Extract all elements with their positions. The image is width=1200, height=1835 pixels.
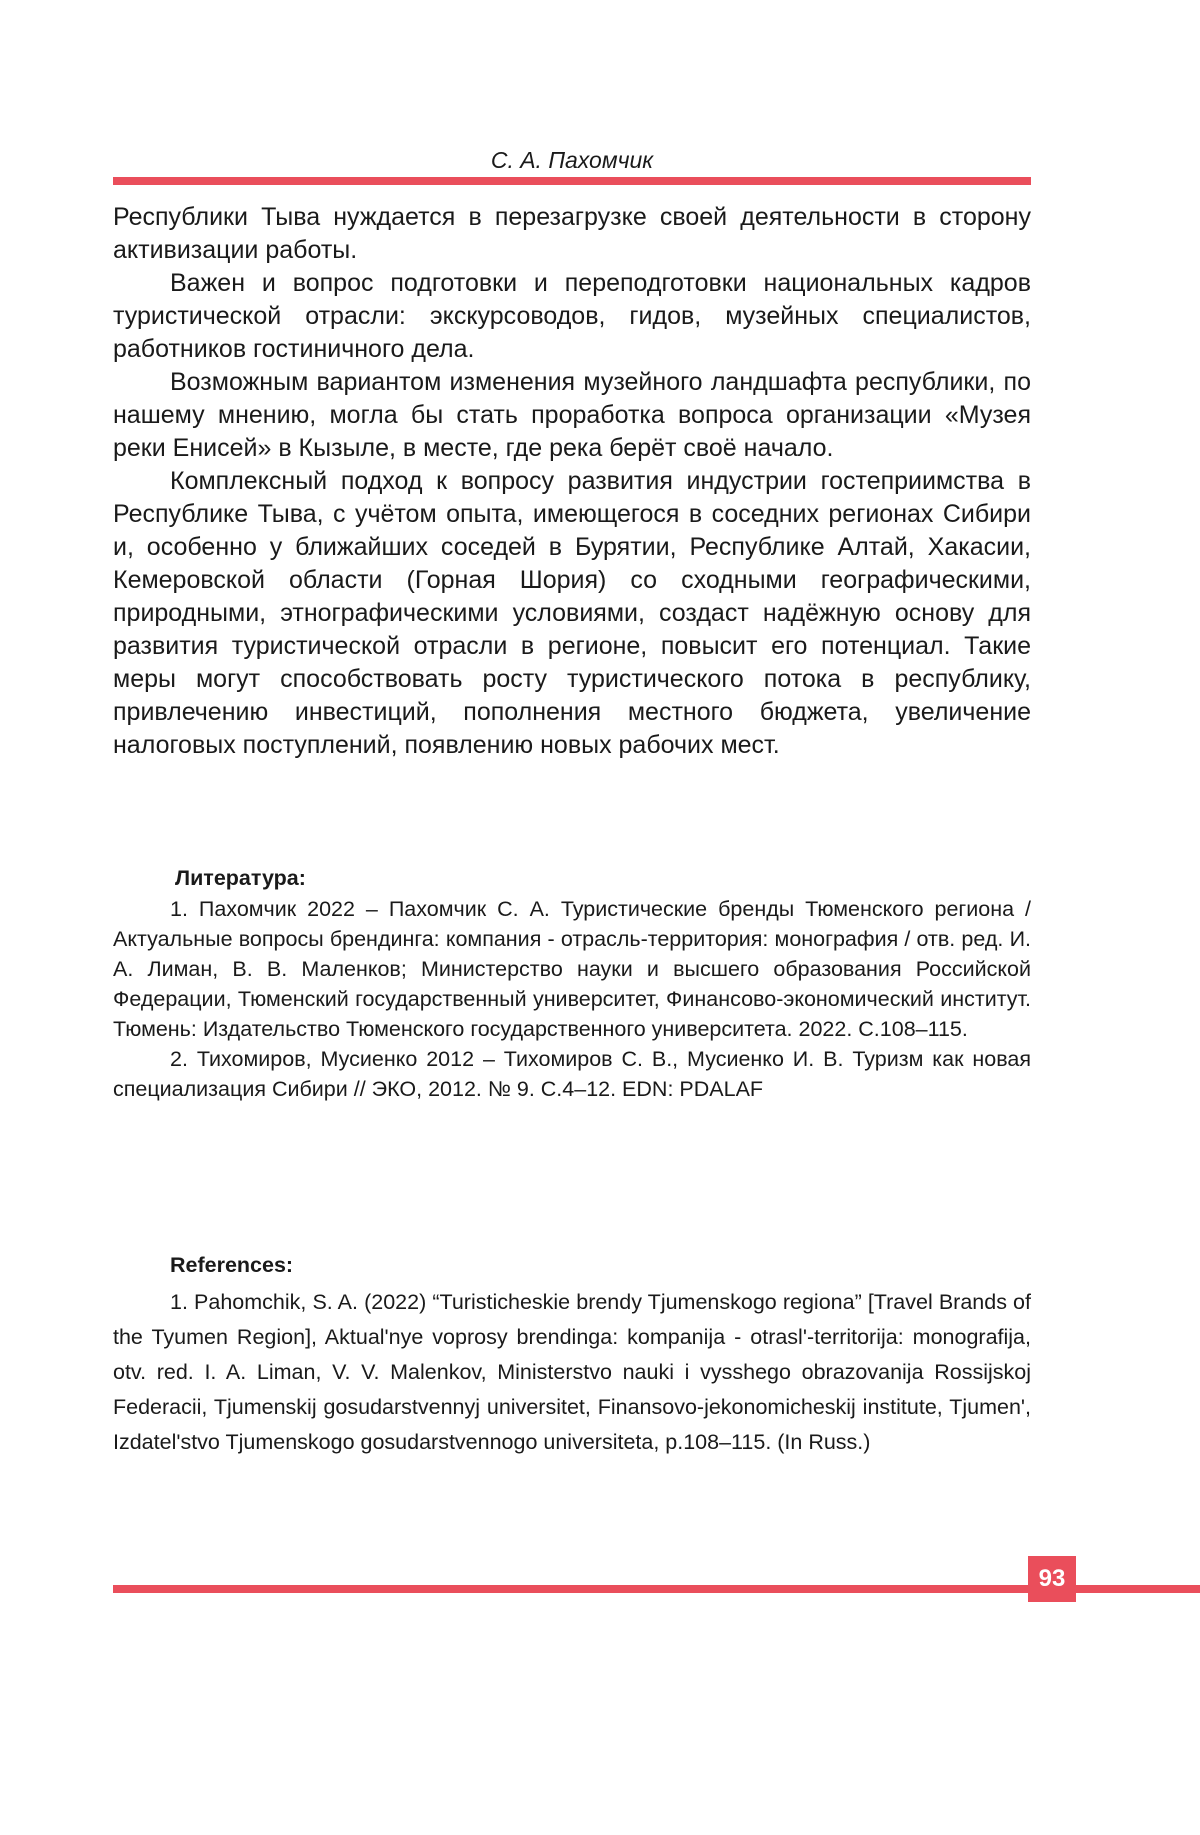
references-heading: References: xyxy=(170,1253,294,1277)
literature-item: 2. Тихомиров, Мусиенко 2012 – Тихомиров С. В., Мусиенко И. В. Туризм как новая специализация Сибири // ЭКО, 2012. № 9. С.4–12. EDN: PDALAF xyxy=(113,1047,1031,1101)
article-body xyxy=(113,201,1031,762)
body-paragraph: Важен и вопрос подготовки и переподготовки национальных кадров туристической отрасли: экскурсоводов, гидов, музейных специалистов, работников гостиничного дела. xyxy=(113,269,1031,363)
header-rule xyxy=(113,177,1031,185)
references-section xyxy=(113,1248,1031,1460)
page-number-badge: 93 xyxy=(1028,1556,1076,1602)
body-paragraph: Возможным вариантом изменения музейного ландшафта республики, по нашему мнению, могла бы стать проработка вопроса организации «Музея реки Енисей» в Кызыле, в месте, где река берёт своё начало. xyxy=(113,368,1031,462)
literature-item: 1. Пахомчик 2022 – Пахомчик С. А. Туристические бренды Тюменского региона / Актуальные вопросы брендинга: компания - отрасль-территория: монография / отв. ред. И. А. Лиман, В. В. Маленков; Министерство науки и высшего образования Российской Федерации, Тюменский государственный университет, Финансово-экономический институт. Тюмень: Издательство Тюменского государственного университета. 2022. С.108–115. xyxy=(113,897,1031,1041)
body-paragraph: Республики Тыва нуждается в перезагрузке своей деятельности в сторону активизации работы. xyxy=(113,203,1031,264)
literature-section xyxy=(113,863,1031,1104)
reference-item: 1. Pahomchik, S. A. (2022) “Turisticheskie brendy Tjumenskogo regiona” [Travel Brands of the Tyumen Region], Aktual'nye voprosy brendinga: kompanija - otrasl'-territorija: monografija, otv. red. I. A. Liman, V. V. Malenkov, Ministerstvo nauki i vysshego obrazovanija Rossijskoj Federacii, Tjumenskij gosudarstvennyj universitet, Finansovo-jekonomicheskij institute, Tjumen', Izdatel'stvo Tjumenskogo gosudarstvennogo universiteta, p.108–115. (In Russ.) xyxy=(113,1290,1031,1454)
running-head-author: С. А. Пахомчик xyxy=(490,147,654,173)
body-paragraph: Комплексный подход к вопросу развития индустрии гостеприимства в Республике Тыва, с учётом опыта, имеющегося в соседних регионах Сибири и, особенно у ближайших соседей в Бурятии, Республике Алтай, Хакасии, Кемеровской области (Горная Шория) со сходными географическими, природными, этнографическими условиями, создаст надёжную основу для развития туристической отрасли в регионе, повысит его потенциал. Такие меры могут способствовать росту туристического потока в республику, привлечению инвестиций, пополнения местного бюджета, увеличение налоговых поступлений, появлению новых рабочих мест. xyxy=(113,467,1031,759)
literature-heading: Литература: xyxy=(175,866,306,890)
